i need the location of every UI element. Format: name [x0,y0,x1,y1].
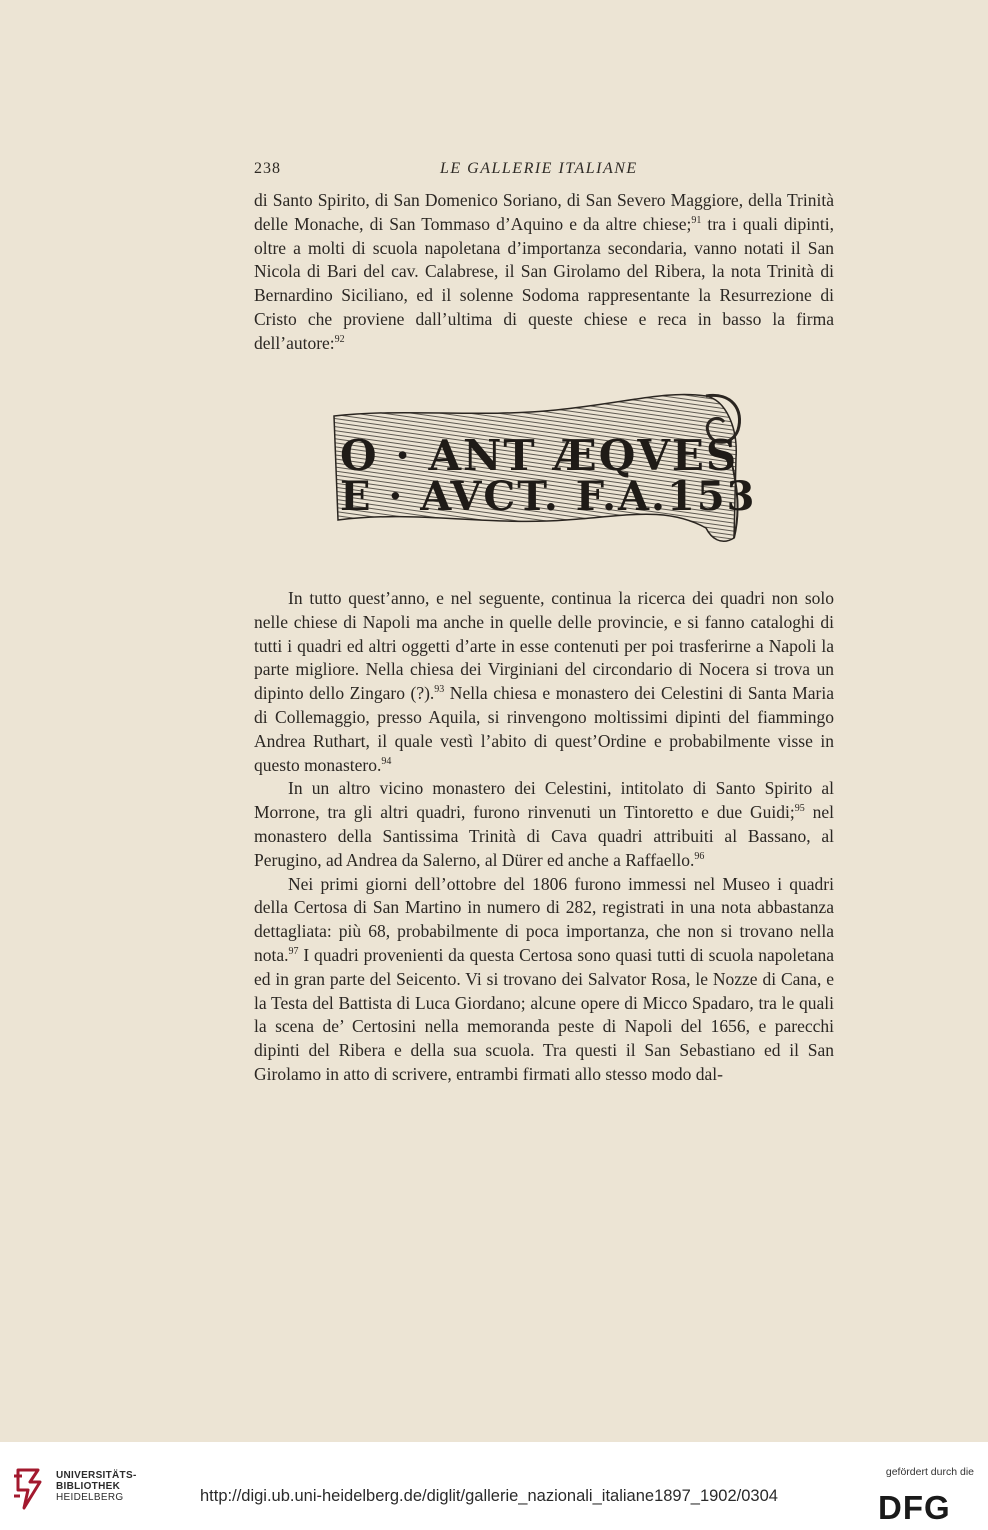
university-library-name: UNIVERSITÄTS- BIBLIOTHEK HEIDELBERG [56,1470,137,1503]
footnote-ref-92: 92 [334,333,345,345]
footnote-ref-91: 91 [691,214,702,226]
svg-text:DFG: DFG [878,1492,951,1522]
signature-line-2: E · AVCT. F.A.1534 [340,473,756,520]
footnote-ref-94: 94 [381,755,392,767]
running-head [254,160,834,184]
footnote-ref-95: 95 [794,803,805,815]
dfg-logo-icon [878,1492,974,1522]
footnote-ref-93: 93 [434,684,445,696]
footer-bar [0,1442,988,1530]
footnote-ref-97: 97 [288,945,299,957]
running-title: LE GALLERIE ITALIANE [440,160,638,177]
signature-illustration [326,388,756,548]
footnote-ref-96: 96 [694,850,705,862]
funded-by-label: gefördert durch die [885,1466,974,1478]
permalink-url[interactable]: http://digi.ub.uni-heidelberg.de/diglit/gallerie_nazionali_italiane1897_1902/0304 [200,1487,778,1505]
page-number: 238 [254,160,281,177]
signature-line-1: O · ANT ÆQVES [340,431,739,480]
paragraph-1: di Santo Spirito, di San Domenico Soriano, di San Severo Maggiore, della Trinità delle Monache, di San Tommaso d’Aquino e da altre chiese;$^{91}$ tra i quali dipinti, oltre a molti di scuola napoletana d’importanza secondaria, vanno notati il San Nicola di Bari del cav. Calabrese, il San Girolamo del Ribera, la nota Trinità di Bernardino Siciliano, ed il solenne Sodoma rappresentante la Resurrezione di Cristo che proviene dall’ultima di queste chiese e reca in basso la firma dell’autore:$^{92}$ [254,190,834,353]
text-block-lower [254,587,834,1087]
paragraph-3: In un altro vicino monastero dei Celestini, intitolato di Santo Spirito al Morrone, tra gli altri quadri, furono rinvenuti un Tintoretto e due Guidi;$^{95}$ nel monastero della Santissima Trinità di Cava quadri attribuiti al Bassano, al Perugino, ad Andrea da Salerno, al Dürer ed anche a Raffaello.$^{96}$ [254,778,834,870]
university-library-logo-icon [10,1466,50,1512]
text-block-upper [254,189,834,356]
paragraph-4: Nei primi giorni dell’ottobre del 1806 furono immessi nel Museo i quadri della Certosa di San Martino in numero di 282, registrati in una nota abbastanza dettagliata: più 68, probabilmente di poca importanza, che non si trovano nella nota.$^{97}$ I quadri provenienti da questa Certosa sono quasi tutti di scuola napoletana ed in gran parte del Seicento. Vi si trovano dei Salvator Rosa, le Nozze di Cana, e la Testa del Battista di Luca Giordano; alcune opere di Micco Spadaro, tra le quali la scena de’ Certosini nella memoranda peste di Napoli del 1656, e parecchi dipinti del Ribera e della sua scuola. Tra questi il San Sebastiano ed il San Girolamo in atto di scrivere, entrambi firmati allo stesso modo dal- [254,873,834,1084]
paragraph-2: In tutto quest’anno, e nel seguente, continua la ricerca dei quadri non solo nelle chiese di Napoli ma anche in quelle delle provincie, e si fanno cataloghi di tutti i quadri ed altri oggetti d’arte in esse contenuti per poi trasferirne a Napoli la parte migliore. Nella chiesa dei Virginiani del circondario di Nocera si trova un dipinto dello Zingaro (?).$^{93}$ Nella chiesa e monastero dei Celestini di Santa Maria di Collemaggio, presso Aquila, si rinvengono moltissimi dipinti del fiammingo Andrea Ruthart, il quale vestì l’abito di quest’Ordine e probabilmente visse in questo monastero.$^{94}$ [254,588,834,775]
